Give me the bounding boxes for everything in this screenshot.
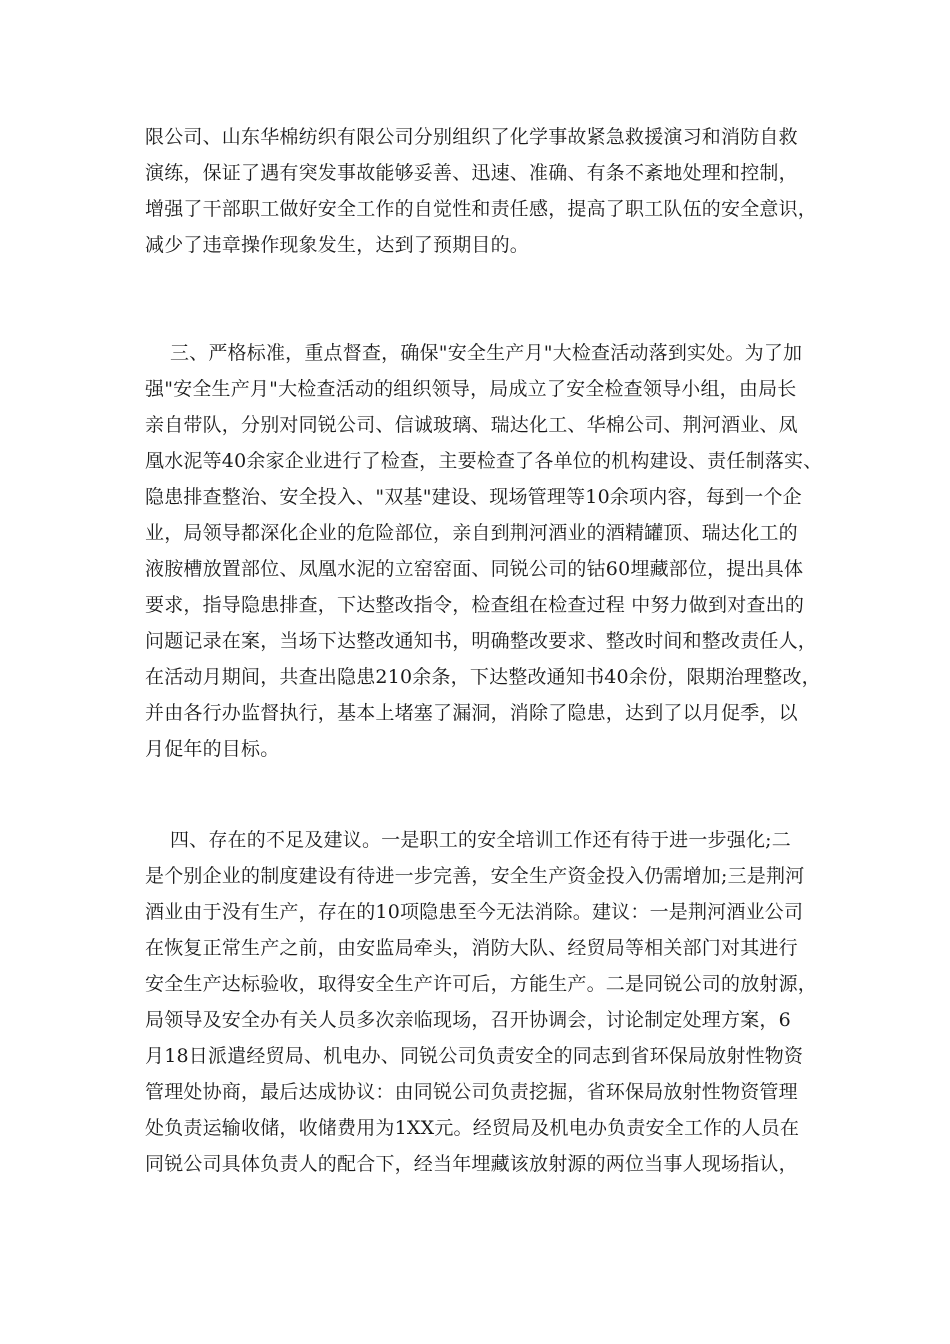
paragraph-line: 亲自带队，分别对同锐公司、信诚玻璃、瑞达化工、华棉公司、荆河酒业、凤 [145, 414, 798, 436]
paragraph-line: 液胺槽放置部位、凤凰水泥的立窑窑面、同锐公司的钴60埋藏部位，提出具体 [145, 558, 804, 580]
paragraph-line: 要求，指导隐患排查，下达整改指令，检查组在检查过程 中努力做到对查出的 [145, 594, 805, 616]
paragraph-line: 四、存在的不足及建议。一是职工的安全培训工作还有待于进一步强化;二 [145, 829, 791, 851]
paragraph-line: 在恢复正常生产之前，由安监局牵头，消防大队、经贸局等相关部门对其进行 [145, 937, 798, 959]
paragraph-line: 业，局领导都深化企业的危险部位，亲自到荆河酒业的酒精罐顶、瑞达化工的 [145, 522, 798, 544]
paragraph-line: 隐患排查整治、安全投入、"双基"建设、现场管理等10余项内容，每到一个企 [145, 486, 802, 508]
paragraph-line: 是个别企业的制度建设有待进一步完善，安全生产资金投入仍需增加;三是荆河 [145, 865, 805, 887]
paragraph-line: 增强了干部职工做好安全工作的自觉性和责任感，提高了职工队伍的安全意识， [145, 198, 818, 220]
paragraph-line: 限公司、山东华棉纺织有限公司分别组织了化学事故紧急救援演习和消防自救 [145, 126, 798, 148]
paragraph-line: 酒业由于没有生产，存在的10项隐患至今无法消除。建议：一是荆河酒业公司 [145, 901, 804, 923]
paragraph-line: 月促年的目标。 [145, 738, 280, 760]
paragraph-line: 月18日派遣经贸局、机电办、同锐公司负责安全的同志到省环保局放射性物资 [145, 1045, 804, 1067]
paragraph-line: 并由各行办监督执行，基本上堵塞了漏洞，消除了隐患，达到了以月促季，以 [145, 702, 798, 724]
paragraph-line: 管理处协商，最后达成协议：由同锐公司负责挖掘，省环保局放射性物资管理 [145, 1081, 798, 1103]
paragraph-3 [145, 822, 818, 1182]
paragraph-line: 凰水泥等40余家企业进行了检查，主要检查了各单位的机构建设、责任制落实、 [145, 450, 823, 472]
paragraph-line: 同锐公司具体负责人的配合下，经当年埋藏该放射源的两位当事人现场指认， [145, 1153, 798, 1175]
paragraph-line: 在活动月期间，共查出隐患210余条，下达整改通知书40余份，限期治理整改， [145, 666, 821, 688]
paragraph-2 [145, 335, 823, 767]
paragraph-line: 三、严格标准，重点督查，确保"安全生产月"大检查活动落到实处。为了加 [145, 342, 803, 364]
paragraph-1 [145, 119, 818, 263]
paragraph-line: 演练，保证了遇有突发事故能够妥善、迅速、准确、有条不紊地处理和控制， [145, 162, 798, 184]
paragraph-line: 处负责运输收储，收储费用为1XX元。经贸局及机电办负责安全工作的人员在 [145, 1117, 800, 1139]
paragraph-line: 安全生产达标验收，取得安全生产许可后，方能生产。二是同锐公司的放射源， [145, 973, 818, 995]
paragraph-line: 问题记录在案，当场下达整改通知书，明确整改要求、整改时间和整改责任人， [145, 630, 818, 652]
paragraph-line: 强"安全生产月"大检查活动的组织领导，局成立了安全检查领导小组，由局长 [145, 378, 797, 400]
paragraph-line: 减少了违章操作现象发生，达到了预期目的。 [145, 234, 530, 256]
paragraph-line: 局领导及安全办有关人员多次亲临现场，召开协调会，讨论制定处理方案，6 [145, 1009, 791, 1031]
